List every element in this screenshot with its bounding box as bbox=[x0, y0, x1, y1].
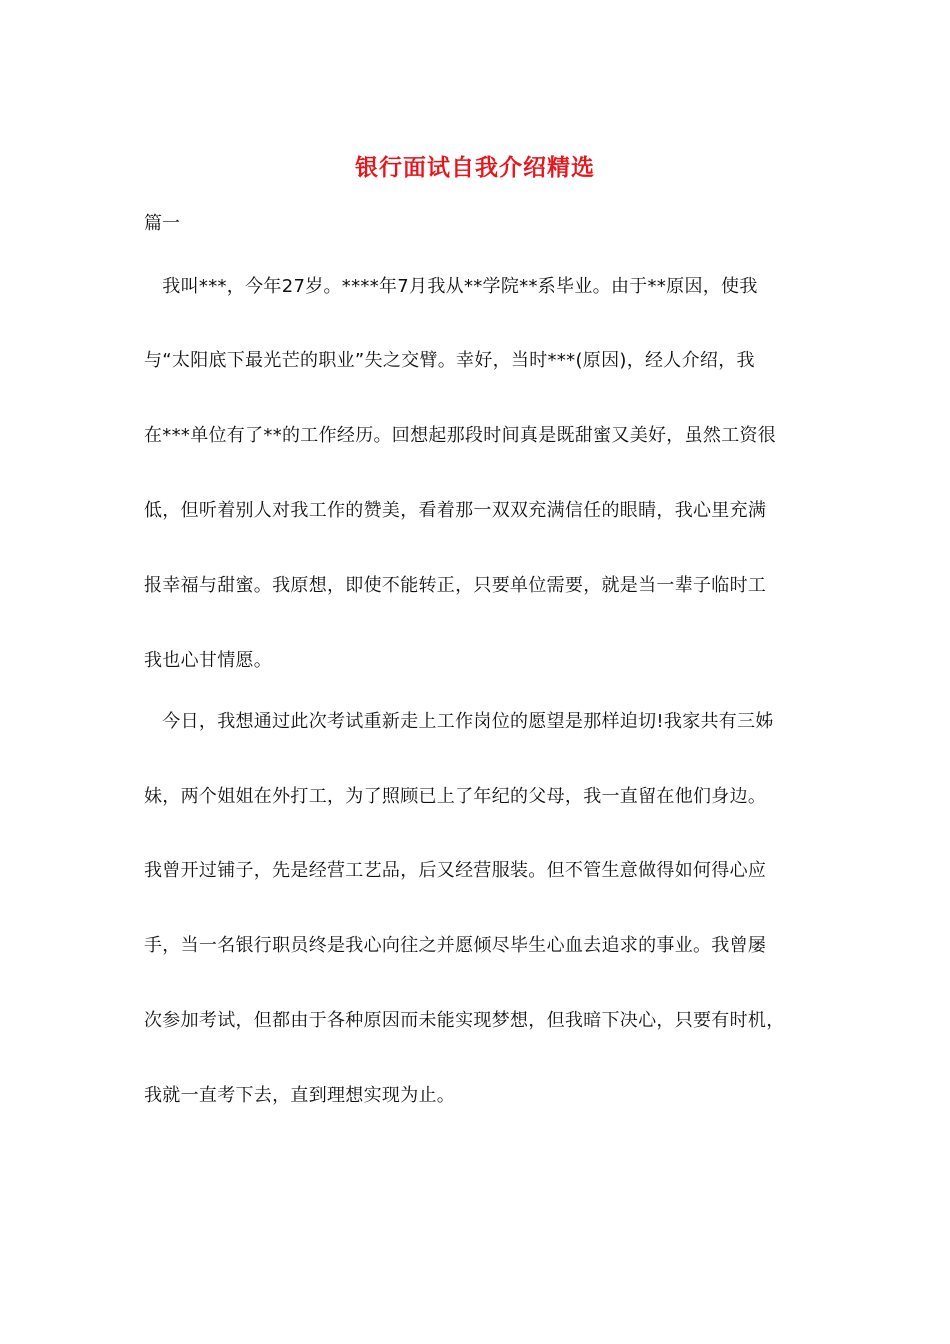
paragraph-line: 手，当一名银行职员终是我心向往之并愿倾尽毕生心血去追求的事业。我曾屡 bbox=[144, 935, 767, 956]
paragraph-line: 低，但听着别人对我工作的赞美，看着那一双双充满信任的眼睛，我心里充满 bbox=[144, 500, 767, 521]
paragraph-line: 妹，两个姐姐在外打工，为了照顾已上了年纪的父母，我一直留在他们身边。 bbox=[144, 786, 767, 807]
paragraph-line: 我曾开过铺子，先是经营工艺品，后又经营服装。但不管生意做得如何得心应 bbox=[144, 860, 767, 881]
paragraph-line: 在***单位有了**的工作经历。回想起那段时间真是既甜蜜又美好，虽然工资很 bbox=[144, 425, 777, 446]
paragraph-line: 与“太阳底下最光芒的职业”失之交臂。幸好，当时***(原因)，经人介绍，我 bbox=[144, 350, 755, 371]
paragraph-line: 报幸福与甜蜜。我原想，即使不能转正，只要单位需要，就是当一辈子临时工 bbox=[144, 575, 767, 596]
paragraph-line: 我叫***，今年27岁。****年7月我从**学院**系毕业。由于**原因，使我 bbox=[144, 276, 758, 297]
paragraph-line: 今日，我想通过此次考试重新走上工作岗位的愿望是那样迫切!我家共有三姊 bbox=[144, 711, 774, 732]
paragraph-line: 我就一直考下去，直到理想实现为止。 bbox=[144, 1085, 456, 1106]
paragraph-line: 我也心甘情愿。 bbox=[144, 650, 273, 671]
paragraph-line: 次参加考试，但都由于各种原因而未能实现梦想，但我暗下决心，只要有时机， bbox=[144, 1010, 785, 1031]
document-title: 银行面试自我介绍精选 bbox=[355, 155, 595, 181]
section-label: 篇一 bbox=[144, 213, 180, 234]
